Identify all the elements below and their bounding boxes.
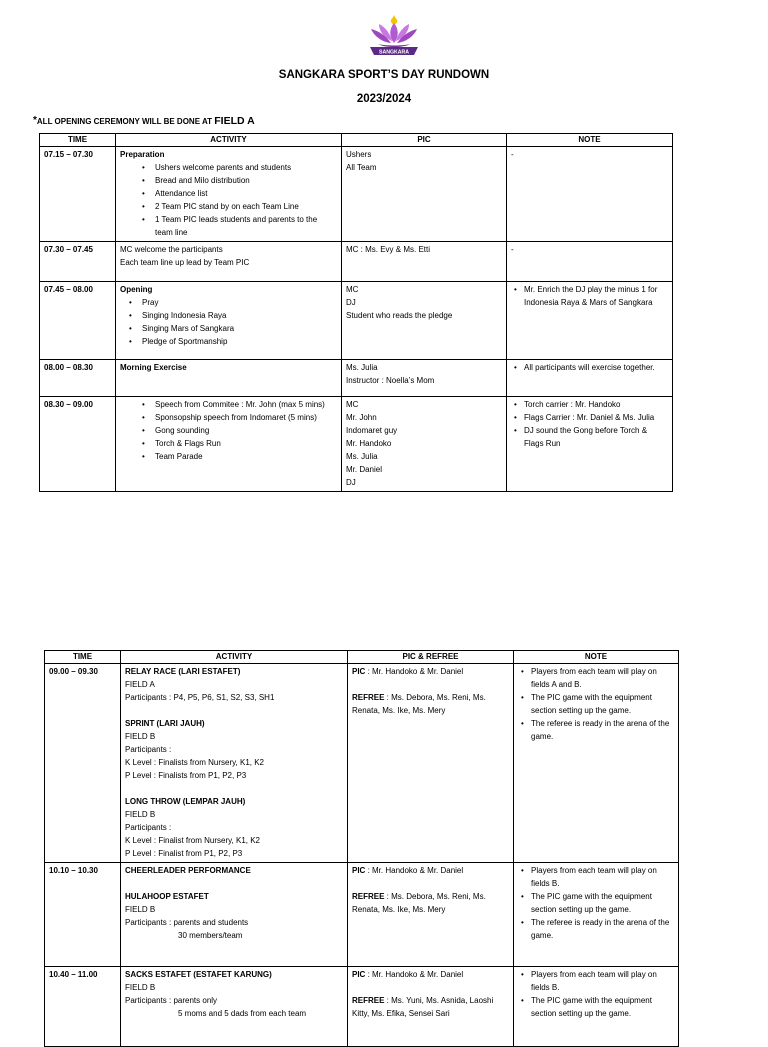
time-cell: 07.30 – 07.45: [40, 242, 116, 282]
activity-line: Participants :: [125, 823, 172, 832]
activity-line: FIELD B: [125, 983, 156, 992]
pic-line: Student who reads the pledge: [346, 311, 453, 320]
list-item: • Sponsopship speech from Indomaret (5 mins): [155, 411, 337, 424]
list-item: • Gong sounding: [155, 424, 337, 437]
list-item: • Singing Indonesia Raya: [142, 309, 337, 322]
list-item: • The PIC game with the equipment section setting up the game.: [531, 890, 674, 916]
rundown-table-games: [44, 650, 679, 1047]
pic-label: PIC: [352, 667, 366, 676]
refree-value: : Ms. Yuni, Ms. Asnida, Laoshi Kitty, Ms. Efika, Sensei Sari: [352, 996, 494, 1018]
col-header-activity: ACTIVITY: [116, 134, 342, 147]
list-item: • Speech from Commitee : Mr. John (max 5 mins): [155, 398, 337, 411]
refree-value: : Ms. Debora, Ms. Reni, Ms. Renata, Ms. Ike, Ms. Mery: [352, 892, 486, 914]
col-header-time: TIME: [45, 651, 121, 664]
activity-line: P Level : Finalists from P1, P2, P3: [125, 771, 247, 780]
note-asterisk: *: [33, 115, 37, 126]
list-item: • Mr. Enrich the DJ play the minus 1 for Indonesia Raya & Mars of Sangkara: [524, 283, 668, 309]
activity-cell: [116, 147, 342, 242]
pic-line: MC: [346, 400, 359, 409]
list-item: • Attendance list: [155, 187, 337, 200]
refree-line: [352, 691, 509, 717]
list-item: • Players from each team will play on fields B.: [531, 864, 674, 890]
table-row: [45, 967, 679, 1047]
pic-line: Ushers: [346, 150, 372, 159]
table-row: [40, 282, 673, 360]
table-header-row: [45, 651, 679, 664]
table-row: [45, 863, 679, 967]
note-cell: [514, 664, 679, 863]
pic-line: Instructor : Noella’s Mom: [346, 376, 435, 385]
list-item: • 1 Team PIC leads students and parents to the team line: [155, 213, 337, 239]
col-header-time: TIME: [40, 134, 116, 147]
activity-title: CHEERLEADER PERFORMANCE: [125, 866, 251, 875]
table-header-row: [40, 134, 673, 147]
pic-line: DJ: [346, 298, 356, 307]
list-item: • Flags Carrier : Mr. Daniel & Ms. Julia: [524, 411, 668, 424]
time-cell: 10.10 – 10.30: [45, 863, 121, 967]
pic-line: [352, 968, 509, 981]
list-item: • The referee is ready in the arena of the game.: [531, 916, 674, 942]
note-list: [518, 864, 674, 942]
pic-label: PIC: [352, 866, 366, 875]
list-item: • Players from each team will play on fields A and B.: [531, 665, 674, 691]
time-cell: 07.15 – 07.30: [40, 147, 116, 242]
list-item: • The PIC game with the equipment section setting up the game.: [531, 691, 674, 717]
pic-line: Mr. Handoko: [346, 439, 392, 448]
activity-line: MC welcome the participants: [120, 245, 223, 254]
activity-line: K Level : Finalist from Nursery, K1, K2: [125, 836, 261, 845]
activity-list: [120, 161, 337, 239]
rundown-table-morning: [39, 133, 673, 492]
note-list: [511, 398, 668, 450]
list-item: • Bread and Milo distribution: [155, 174, 337, 187]
lotus-flower-icon: [371, 15, 417, 47]
time-cell: 08.30 – 09.00: [40, 397, 116, 492]
col-header-pic: PIC: [342, 134, 507, 147]
note-cell: -: [507, 242, 673, 282]
activity-title: Preparation: [120, 150, 165, 159]
note-cell: [507, 397, 673, 492]
pic-cell: MC : Ms. Evy & Ms. Etti: [342, 242, 507, 282]
note-list: [518, 968, 674, 1020]
refree-label: REFREE: [352, 996, 385, 1005]
pic-line: [352, 864, 509, 877]
pic-line: [352, 665, 509, 678]
col-header-pic-refree: PIC & REFREE: [348, 651, 514, 664]
activity-line: FIELD B: [125, 905, 156, 914]
pic-cell: [342, 397, 507, 492]
note-cell: [507, 282, 673, 360]
pic-cell: [342, 360, 507, 397]
list-item: • Pledge of Sportmanship: [142, 335, 337, 348]
list-item: • Pray: [142, 296, 337, 309]
table-row: [40, 242, 673, 282]
school-logo: [364, 11, 424, 61]
pic-value: : Mr. Handoko & Mr. Daniel: [365, 667, 464, 676]
logo-text: SANGKARA: [379, 49, 409, 56]
note-cell: -: [507, 147, 673, 242]
refree-line: [352, 890, 509, 916]
activity-title: LONG THROW (LEMPAR JAUH): [125, 797, 246, 806]
activity-cell: [116, 397, 342, 492]
pic-line: Mr. John: [346, 413, 377, 422]
activity-title: Opening: [120, 285, 153, 294]
col-header-activity: ACTIVITY: [121, 651, 348, 664]
pic-cell: [342, 282, 507, 360]
refree-label: REFREE: [352, 892, 385, 901]
pic-value: : Mr. Handoko & Mr. Daniel: [365, 970, 464, 979]
pic-line: Indomaret guy: [346, 426, 398, 435]
time-cell: 07.45 – 08.00: [40, 282, 116, 360]
activity-line: 30 members/team: [178, 931, 243, 940]
pic-line: All Team: [346, 163, 377, 172]
table-row: [45, 664, 679, 863]
activity-line: 5 moms and 5 dads from each team: [178, 1009, 307, 1018]
time-cell: 10.40 – 11.00: [45, 967, 121, 1047]
pic-cell: [342, 147, 507, 242]
list-item: • Ushers welcome parents and students: [155, 161, 337, 174]
note-cell: [507, 360, 673, 397]
refree-line: [352, 994, 509, 1020]
table-row: [40, 397, 673, 492]
list-item: • The PIC game with the equipment section setting up the game.: [531, 994, 674, 1020]
pic-line: Ms. Julia: [346, 363, 378, 372]
activity-cell: [116, 242, 342, 282]
list-item: • Singing Mars of Sangkara: [142, 322, 337, 335]
pic-cell: [348, 967, 514, 1047]
table-row: [40, 147, 673, 242]
note-list: [518, 665, 674, 743]
document-year: 2023/2024: [356, 93, 412, 105]
pic-cell: [348, 664, 514, 863]
activity-line: FIELD B: [125, 732, 156, 741]
activity-line: Participants : parents only: [125, 996, 218, 1005]
activity-line: P Level : Finalist from P1, P2, P3: [125, 849, 243, 858]
list-item: • DJ sound the Gong before Torch & Flags Run: [524, 424, 668, 450]
col-header-note: NOTE: [514, 651, 679, 664]
pic-label: PIC: [352, 970, 366, 979]
list-item: • The referee is ready in the arena of the game.: [531, 717, 674, 743]
activity-list: [120, 398, 337, 463]
activity-line: Participants : parents and students: [125, 918, 249, 927]
activity-cell: [121, 863, 348, 967]
activity-line: K Level : Finalists from Nursery, K1, K2: [125, 758, 265, 767]
note-list: [511, 361, 668, 374]
activity-list: [120, 296, 337, 348]
activity-line: FIELD B: [125, 810, 156, 819]
document-title: SANGKARA SPORT’S DAY RUNDOWN: [278, 69, 490, 81]
note-cell: [514, 863, 679, 967]
list-item: • Players from each team will play on fields B.: [531, 968, 674, 994]
time-cell: 09.00 – 09.30: [45, 664, 121, 863]
activity-title: SACKS ESTAFET (ESTAFET KARUNG): [125, 970, 272, 979]
list-item: • Team Parade: [155, 450, 337, 463]
activity-cell: Morning Exercise: [116, 360, 342, 397]
refree-value: : Ms. Debora, Ms. Reni, Ms. Renata, Ms. Ike, Ms. Mery: [352, 693, 486, 715]
activity-title: SPRINT (LARI JAUH): [125, 719, 205, 728]
pic-line: Ms. Julia: [346, 452, 378, 461]
note-text: ALL OPENING CEREMONY WILL BE DONE AT: [36, 117, 215, 126]
col-header-note: NOTE: [507, 134, 673, 147]
list-item: • Torch carrier : Mr. Handoko: [524, 398, 668, 411]
activity-cell: [121, 664, 348, 863]
activity-title: HULAHOOP ESTAFET: [125, 892, 209, 901]
note-field: FIELD A: [214, 115, 255, 127]
pic-cell: [348, 863, 514, 967]
list-item: • All participants will exercise together.: [524, 361, 668, 374]
list-item: • Torch & Flags Run: [155, 437, 337, 450]
table-row: [40, 360, 673, 397]
activity-cell: [121, 967, 348, 1047]
note-cell: [514, 967, 679, 1047]
pic-line: DJ: [346, 478, 356, 487]
opening-ceremony-note: [33, 115, 255, 127]
activity-line: Each team line up lead by Team PIC: [120, 258, 250, 267]
activity-line: Participants :: [125, 745, 172, 754]
time-cell: 08.00 – 08.30: [40, 360, 116, 397]
activity-title: RELAY RACE (LARI ESTAFET): [125, 667, 241, 676]
activity-line: Participants : P4, P5, P6, S1, S2, S3, SH1: [125, 693, 275, 702]
activity-line: FIELD A: [125, 680, 155, 689]
refree-label: REFREE: [352, 693, 385, 702]
pic-line: MC: [346, 285, 359, 294]
list-item: • 2 Team PIC stand by on each Team Line: [155, 200, 337, 213]
pic-value: : Mr. Handoko & Mr. Daniel: [365, 866, 464, 875]
pic-line: Mr. Daniel: [346, 465, 383, 474]
note-list: [511, 283, 668, 309]
activity-cell: [116, 282, 342, 360]
